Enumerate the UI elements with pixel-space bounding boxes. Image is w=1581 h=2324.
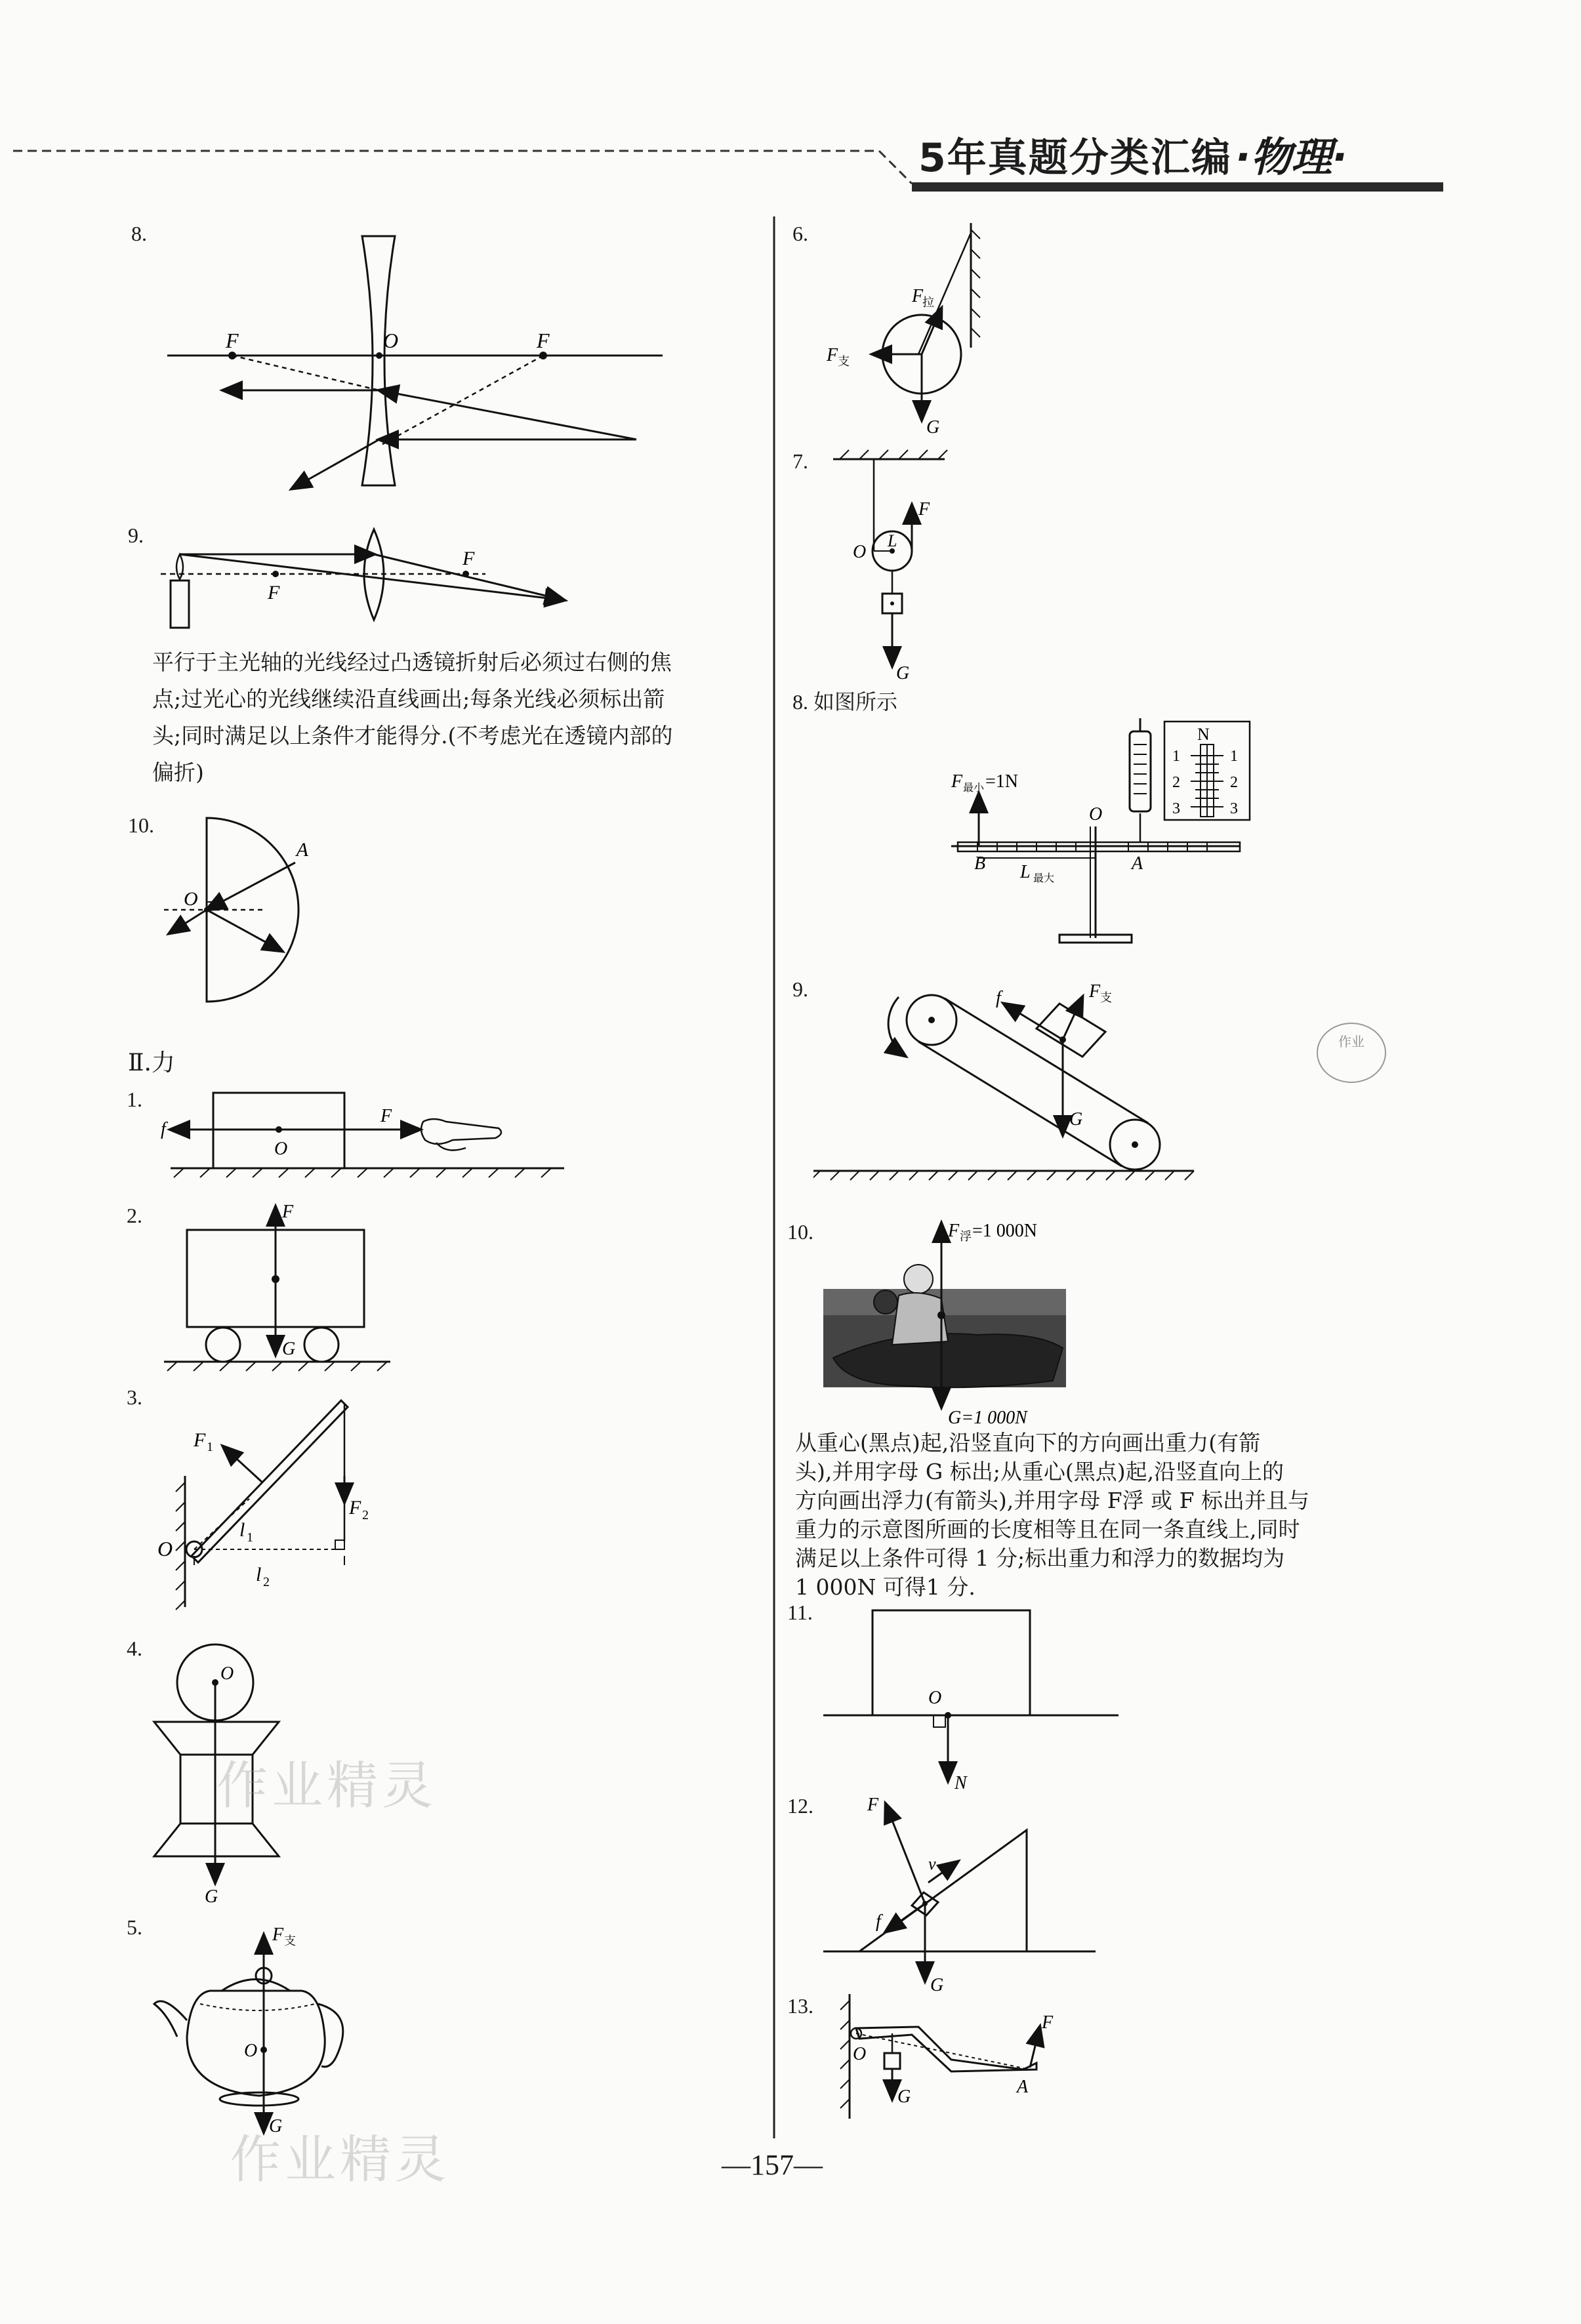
- point-a-label: A: [1017, 2077, 1029, 2097]
- gravity-label: G: [897, 2087, 911, 2107]
- box-surface-diagram: [820, 1604, 1122, 1801]
- f1-label: F: [194, 1429, 206, 1451]
- explanation-line: 偏折): [152, 760, 204, 785]
- buoyancy-value: =1 000N: [972, 1221, 1038, 1241]
- gravity-label: G: [269, 2116, 283, 2136]
- scale-unit-label: N: [1197, 725, 1210, 744]
- column-divider: [768, 216, 781, 2138]
- scale-mark-2-left: 2: [1172, 774, 1180, 791]
- scale-mark-3-right: 3: [1230, 800, 1238, 817]
- scale-mark-3-left: 3: [1172, 800, 1180, 817]
- support-label: F: [272, 1925, 284, 1945]
- stamp-text: 作业: [1338, 1035, 1365, 1050]
- lever-rod: [192, 1400, 348, 1562]
- right-8-number: 8. 如图所示: [792, 690, 898, 714]
- scale-mark-1-right: 1: [1230, 748, 1238, 765]
- scale-mark-1-left: 1: [1172, 748, 1180, 765]
- arm-label: L: [888, 531, 897, 550]
- right-11-number: 11.: [787, 1600, 813, 1624]
- force-4-number: 4.: [127, 1637, 142, 1660]
- force-3-number: 3.: [127, 1385, 142, 1409]
- tension-label: F: [912, 286, 924, 306]
- concave-lens: [362, 236, 395, 485]
- virtual-ray-1: [232, 356, 379, 390]
- l2-sub: 2: [263, 1575, 270, 1589]
- pivot-label: O: [1089, 804, 1103, 825]
- pressure-label: N: [955, 1773, 967, 1793]
- teapot-base: [220, 2092, 298, 2106]
- incline: [859, 1830, 1027, 1951]
- pivot-label: O: [157, 1537, 173, 1560]
- reflected-ray: [169, 910, 207, 933]
- buoyancy-label: F: [948, 1221, 960, 1241]
- point-b-label: B: [974, 853, 986, 874]
- incident-ray-1: [379, 390, 636, 439]
- center-label: O: [244, 2041, 258, 2061]
- belt-bottom: [918, 1042, 1122, 1166]
- person-head: [904, 1265, 933, 1294]
- explanation-line: 1 000N 可得1 分.: [795, 1574, 975, 1600]
- question-10-number: 10.: [128, 813, 154, 837]
- question-9-number: 9.: [128, 523, 144, 547]
- right-12-number: 12.: [787, 1794, 813, 1818]
- support-arrow: [1063, 997, 1082, 1040]
- lever-diagram: [157, 1384, 407, 1620]
- teapot-lid: [222, 1980, 290, 1991]
- right-9-number: 9.: [792, 977, 808, 1001]
- right-10-number: 10.: [787, 1220, 813, 1244]
- pivot-label: O: [853, 542, 867, 562]
- conveyor-diagram: [813, 977, 1207, 1187]
- force-2-number: 2.: [127, 1204, 142, 1227]
- rotation-arrow: [888, 997, 905, 1056]
- explanation-line: 从重心(黑点)起,沿竖直向下的方向画出重力(有箭: [795, 1430, 1261, 1456]
- explanation-line: 头;同时满足以上条件才能得分.(不考虑光在透镜内部的: [152, 723, 673, 748]
- focus-left-label: F: [268, 582, 280, 603]
- explanation-line: 头),并用字母 G 标出;从重心(黑点)起,沿竖直向上的: [795, 1459, 1284, 1484]
- gravity-label: G: [1069, 1109, 1083, 1130]
- point-a-label: A: [296, 839, 308, 861]
- block-pull-diagram: [157, 1082, 590, 1181]
- right-13-number: 13.: [787, 1994, 813, 2018]
- friction-label: f: [996, 988, 1001, 1008]
- gravity-label: G: [896, 663, 910, 683]
- f1-arrow: [223, 1446, 262, 1482]
- center-label: O: [274, 1139, 288, 1159]
- force-arrow: [1030, 2027, 1040, 2068]
- semicircle-glass-diagram: [157, 810, 315, 1013]
- f2-sub: 2: [362, 1508, 369, 1522]
- l1-label: l: [239, 1519, 245, 1541]
- point-a-label: A: [1132, 853, 1143, 874]
- l-max-label: L: [1020, 862, 1031, 882]
- f2-label: F: [349, 1497, 361, 1519]
- focus-right-label: F: [462, 548, 475, 569]
- scale-mark-2-right: 2: [1230, 774, 1238, 791]
- explanation-line: 满足以上条件可得 1 分;标出重力和浮力的数据均为: [795, 1545, 1285, 1571]
- rope: [918, 233, 971, 354]
- watermark-2: 作业精灵: [230, 2130, 451, 2190]
- incident-ray: [207, 863, 295, 910]
- point-o-label: O: [184, 888, 198, 910]
- right-7-number: 7.: [792, 449, 808, 473]
- section-title-force: Ⅱ.力: [128, 1050, 175, 1076]
- l-max-sub: 最大: [1033, 873, 1055, 884]
- l2-label: l: [256, 1564, 262, 1585]
- box: [873, 1610, 1030, 1715]
- f-min-sub: 最小: [963, 783, 985, 794]
- concave-lens-diagram: [157, 223, 669, 505]
- f-min-value: =1N: [985, 771, 1019, 792]
- focus-right-label: F: [537, 329, 550, 352]
- series-title: 5年真题分类汇编: [918, 135, 1232, 181]
- person-body: [892, 1293, 948, 1345]
- teapot-diagram: [151, 1922, 361, 2145]
- explanation-line: 平行于主光轴的光线经过凸透镜折射后必须过右侧的焦: [152, 649, 672, 675]
- refracted-ray: [207, 910, 282, 951]
- cart-diagram: [157, 1194, 407, 1377]
- force-5-number: 5.: [127, 1915, 142, 1939]
- focus-left-label: F: [226, 329, 239, 352]
- gravity-label: G: [205, 1886, 218, 1907]
- f-min-label: F: [951, 771, 963, 792]
- boat-photo-diagram: [820, 1217, 1082, 1433]
- support-label: F: [867, 1795, 879, 1815]
- incline-diagram: [820, 1791, 1109, 2001]
- force-label: F: [1042, 2012, 1054, 2033]
- contact-label: O: [928, 1688, 942, 1708]
- f1-sub: 1: [207, 1440, 213, 1454]
- support-arrow: [886, 1804, 925, 1904]
- support-sub: 支: [1100, 991, 1112, 1004]
- wheel-left: [206, 1328, 240, 1362]
- pivot-label: O: [853, 2044, 867, 2064]
- gravity-label: G: [926, 417, 940, 438]
- buoyancy-sub: 浮: [960, 1230, 972, 1243]
- right-6-number: 6.: [792, 222, 808, 245]
- gravity-label: G: [930, 1975, 944, 1995]
- candle-flame: [176, 554, 183, 579]
- header-title: [918, 125, 1347, 183]
- hand-drawing: [421, 1119, 501, 1144]
- watermark-1: 作业精灵: [216, 1757, 438, 1816]
- subject-title: ·物理·: [1235, 133, 1347, 181]
- candle-body: [171, 581, 189, 628]
- question-8-number: 8.: [131, 222, 147, 245]
- tension-sub: 拉: [922, 296, 934, 309]
- focus-left-dot: [272, 571, 279, 577]
- optical-center-dot: [376, 352, 382, 359]
- spring-scale: [1130, 731, 1151, 811]
- weight-block: [884, 2053, 900, 2069]
- pull-label: F: [380, 1106, 392, 1126]
- friction-label: f: [161, 1119, 166, 1139]
- explanation-line: 重力的示意图所画的长度相等且在同一条直线上,同时: [795, 1517, 1300, 1542]
- force-1-number: 1.: [127, 1088, 142, 1111]
- support-label: F: [282, 1202, 294, 1222]
- optical-center-label: O: [383, 329, 399, 352]
- gravity-label: G: [282, 1339, 296, 1359]
- center-label: O: [220, 1663, 234, 1684]
- explanation-line: 点;过光心的光线继续沿直线画出;每条光线必须标出箭: [152, 686, 665, 712]
- r10-explanation: [795, 1429, 1425, 1602]
- lever: [856, 2027, 1037, 2071]
- virtual-ray-2: [379, 356, 543, 446]
- convex-lens-diagram: [157, 521, 577, 640]
- friction-arrow: [886, 1904, 925, 1932]
- center-ray: [180, 554, 564, 600]
- support-sub: 支: [284, 1934, 296, 1947]
- teapot-spout: [154, 2001, 187, 2037]
- pulley-diagram: [827, 449, 997, 685]
- page-number: —157—: [722, 2149, 823, 2181]
- bent-lever-diagram: [827, 1988, 1089, 2138]
- support-sub: 支: [838, 355, 850, 368]
- stamp-mark: [1312, 1017, 1391, 1089]
- wheel-right: [304, 1328, 339, 1362]
- gravity-value: G=1 000N: [948, 1408, 1027, 1428]
- explanation-line: 方向画出浮力(有箭头),并用字母 F浮 或 F 标出并且与: [795, 1488, 1309, 1513]
- friction-label: f: [876, 1911, 881, 1932]
- lever-scale-diagram: [938, 715, 1292, 951]
- pull-label: F: [918, 499, 930, 520]
- support-label: F: [1089, 981, 1101, 1002]
- support-label: F: [827, 345, 838, 365]
- q9-explanation: [152, 644, 769, 791]
- l1-sub: 1: [247, 1530, 253, 1545]
- velocity-label: v: [928, 1854, 936, 1873]
- hanging-ball-wall-diagram: [813, 216, 984, 439]
